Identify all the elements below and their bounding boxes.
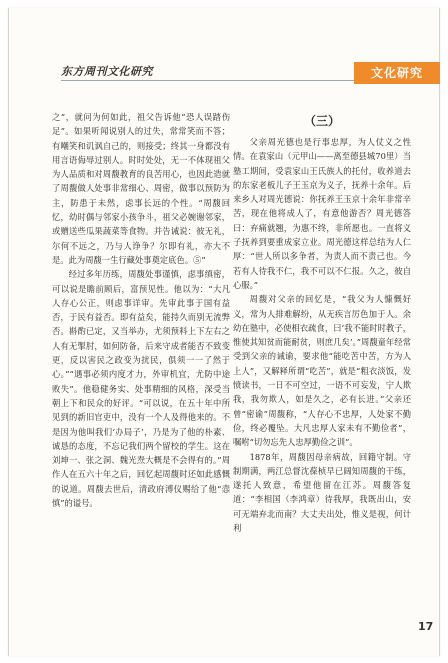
journal-title: 东方周刊文化研究 bbox=[61, 65, 153, 78]
paragraph: 之”，就问为何如此，祖父告诉他“恐人误踏伤足”。如果听闻说别人的过失，常常笑而不答；有嘲笑和讥讽自己的，则接受；终其一身都没有用言语侮辱过别人。时时处处，无一不体现祖父为人品质和对周馥教育的良苦用心，也因此造就了周馥做人处事非常细心、周密，做事以预防为主，防患于未然，虑事长远的个性。“周馥回忆，幼时偶与邻家小孩争斗，祖父必婉谢邻家，或赠送些瓜果蔬菜等食物。并告诫说：彼无礼，尔何不远之，乃与人诤争？尔即有礼，亦大不是。此为周馥一生行藏处事奠定底色。⑤” bbox=[52, 112, 230, 265]
section-heading: （三） bbox=[303, 114, 340, 128]
paragraph: 周馥对父亲的回忆是，“我父为人慷慨好义，常为人排难解纷，从无疾言厉色加于人。余幼在塾中，必使相衣疏食，曰‘我不能时时教子，惟使其知贫而能耐贫，则庶几矣’。”周馥童年经常受到父亲的诫谕，要求他“能吃苦中苦，方为人上人”，又解释所谓“吃苦”，就是“粗衣淡饭，发愤读书，一日不可空过，一语不可妄发，宁人欺我，我勿欺人，如是久之，必有长进。”父亲还曾“密谕”周馥称，“人存心不忠厚，人处家不勤俭，终必覆坠。大凡忠厚人家未有不勤俭者”，嘱咐“切勿忘先人忠厚勤俭之训”。 bbox=[233, 294, 411, 448]
paragraph: 1878年，周馥因母亲病故，回籍守制。守制期满，两江总督沈葆桢早已阔知周馥的干练，遂托人致意，希望他留在江苏。周馥答复道：“李相国（李鸿章）待我厚，我既出山，安可无端弃北而南？大丈夫出处，惟义是视，何计利 bbox=[233, 451, 411, 534]
header-rule bbox=[61, 80, 367, 81]
section-tab: 文化研究 bbox=[354, 62, 440, 84]
right-column bbox=[233, 113, 411, 535]
page-number: 17 bbox=[418, 620, 434, 633]
left-column bbox=[52, 110, 230, 510]
paragraph: 经过多年历练，周馥处事谨慎，虑事缜密，可以说是瞻前顾后，富预见性。他以为：“大凡人存心公正，则虑事详审。先审此事于国有益否，于民有益否。即有益矣，能持久而别无流弊否。斟酌已定，又当举办，尤须预料上下左右之人有无掣肘，如何防备，后来守成者能否不致变更，反以害民之政变为扰民，俱须一一了然于心。”“遇事必须内度才力，外审机宜，尤防中途败失”。他稳健务实、处事精细的风格，深受当朝上下和民众的好评。“可以说，在五十年中所见到的新旧官吏中，没有一个人及得他来的。不是因为他叫我们‘办局子’，乃是为了他的朴素、诚恳的态度，不忘记我们两个留校的学生。这在刘坤一、张之洞、魏光焘大概是不会得有的。”周作人在五六十年之后，回忆起周馥时还如此感慨的说道。周馥去世后，清政府溥仪赐给了他“悫慎”的谥号。 bbox=[52, 269, 230, 509]
paragraph: 父亲周光德也是行事忠厚，为人仗义之性情。在袁家山（元甲山——离至德县城70里）当塾工期间，受袁家山王氏族人的托付，收养道去的东家老板儿子王玉京为义子，抚养十余年。后来乡人对周光德说：你抚养王玉京十余年非常辛苦，现在他将成人了，有意他游否？周光德答曰：弃痛就翘，为惠不终，非所愿也。一直将义子抚养到要重成家立业。周光德这样总结为人仁厚：“世人所以多争者，为责人而不责己也。今若有人待我不仁，我不可以不仁报。久之，彼自心服。” bbox=[233, 137, 411, 290]
